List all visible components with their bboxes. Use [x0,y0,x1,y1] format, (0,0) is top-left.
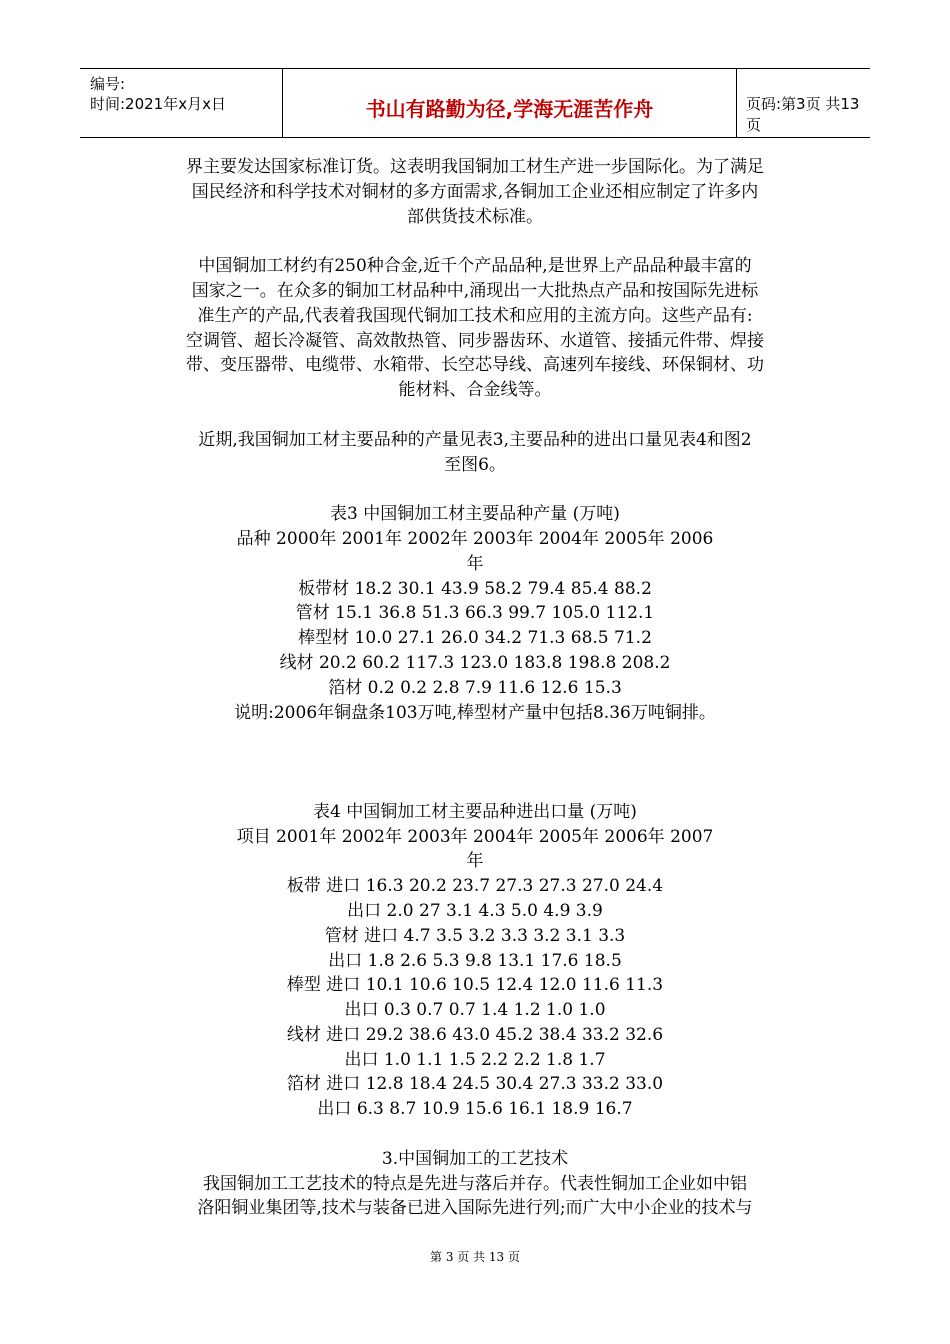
text-line: 准生产的产品,代表着我国现代铜加工技术和应用的主流方向。这些产品有: [197,305,753,326]
text-line: 界主要发达国家标准订货。这表明我国铜加工材生产进一步国际化。为了满足 [186,157,764,177]
table-row: 线材 进口 29.2 38.6 43.0 45.2 38.4 33.2 32.6 [286,1024,664,1045]
text-line: 带、变压器带、电缆带、水箱带、长空芯导线、高速列车接线、环保铜材、功 [186,355,764,376]
text-line: 空调管、超长冷凝管、高效散热管、同步器齿环、水道管、接插元件带、焊接 [186,330,764,351]
text-line: 近期,我国铜加工材主要品种的产量见表3,主要品种的进出口量见表4和图2 [198,429,752,450]
text-line: 国民经济和科学技术对铜材的多方面需求,各铜加工企业还相应制定了许多内 [191,181,759,202]
table-row: 出口 1.0 1.1 1.5 2.2 2.2 1.8 1.7 [344,1049,606,1070]
table-row: 出口 2.0 27 3.1 4.3 5.0 4.9 3.9 [347,900,603,921]
table-3 [140,502,810,725]
header-left-cell [80,69,282,137]
header-motto: 书山有路勤为径,学海无涯苦作舟 [365,97,654,121]
header-motto-cell [282,69,737,137]
table-header-wrap: 年 [466,553,484,574]
table-header-row: 品种 2000年 2001年 2002年 2003年 2004年 2005年 2006 [236,528,714,549]
table-row: 箔材 0.2 0.2 2.8 7.9 11.6 12.6 15.3 [328,677,622,698]
table-title: 表3 中国铜加工材主要品种产量 (万吨) [330,504,620,525]
table-row: 箔材 进口 12.8 18.4 24.5 30.4 27.3 33.2 33.0 [286,1074,664,1095]
table-row: 出口 0.3 0.7 0.7 1.4 1.2 1.0 1.0 [344,1000,606,1021]
table-row: 线材 20.2 60.2 117.3 123.0 183.8 198.8 208.2 [279,652,671,673]
table-row: 管材 进口 4.7 3.5 3.2 3.3 3.2 3.1 3.3 [324,925,626,946]
paragraph-2 [140,254,810,403]
section-3 [140,1147,810,1221]
table-row: 出口 1.8 2.6 5.3 9.8 13.1 17.6 18.5 [328,950,622,971]
document-date-label: 时间:2021年x月x日 [90,95,226,113]
text-line: 至图6。 [444,454,506,475]
table-row: 管材 15.1 36.8 51.3 66.3 99.7 105.0 112.1 [295,603,655,624]
text-line: 洛阳铜业集团等,技术与装备已进入国际先进行列;而广大中小企业的技术与 [197,1198,753,1219]
header-page-cell [736,69,870,137]
paragraph-3 [140,428,810,478]
table-row: 棒型材 10.0 27.1 26.0 34.2 71.3 68.5 71.2 [298,628,652,649]
section-heading: 3.中国铜加工的工艺技术 [381,1148,569,1169]
table-header-row: 项目 2001年 2002年 2003年 2004年 2005年 2006年 2007 [236,826,714,847]
table-row: 板带材 18.2 30.1 43.9 58.2 79.4 85.4 88.2 [298,578,652,599]
table-4 [140,800,810,1122]
table-title: 表4 中国铜加工材主要品种进出口量 (万吨) [313,801,637,822]
table-row: 出口 6.3 8.7 10.9 15.6 16.1 18.9 16.7 [317,1099,633,1120]
page-footer: 第 3 页 共 13 页 [430,1250,520,1264]
document-header [80,68,870,138]
text-line: 部供货技术标准。 [407,206,543,227]
text-line: 我国铜加工工艺技术的特点是先进与落后并存。代表性铜加工企业如中铝 [203,1173,747,1194]
document-body [140,155,810,1221]
table-row: 板带 进口 16.3 20.2 23.7 27.3 27.3 27.0 24.4 [286,876,664,897]
document-number-label: 编号: [90,75,126,93]
table-row: 棒型 进口 10.1 10.6 10.5 12.4 12.0 11.6 11.3 [286,975,664,996]
header-page-number: 页码:第3页 共13页 [746,95,860,134]
paragraph-1 [140,155,810,229]
table-header-wrap: 年 [466,851,484,872]
text-line: 能材料、合金线等。 [398,380,552,401]
table-note: 说明:2006年铜盘条103万吨,棒型材产量中包括8.36万吨铜排。 [234,702,716,723]
text-line: 中国铜加工材约有250种合金,近千个产品品种,是世界上产品品种最丰富的 [198,256,752,277]
text-line: 国家之一。在众多的铜加工材品种中,涌现出一大批热点产品和按国际先进标 [191,280,759,301]
